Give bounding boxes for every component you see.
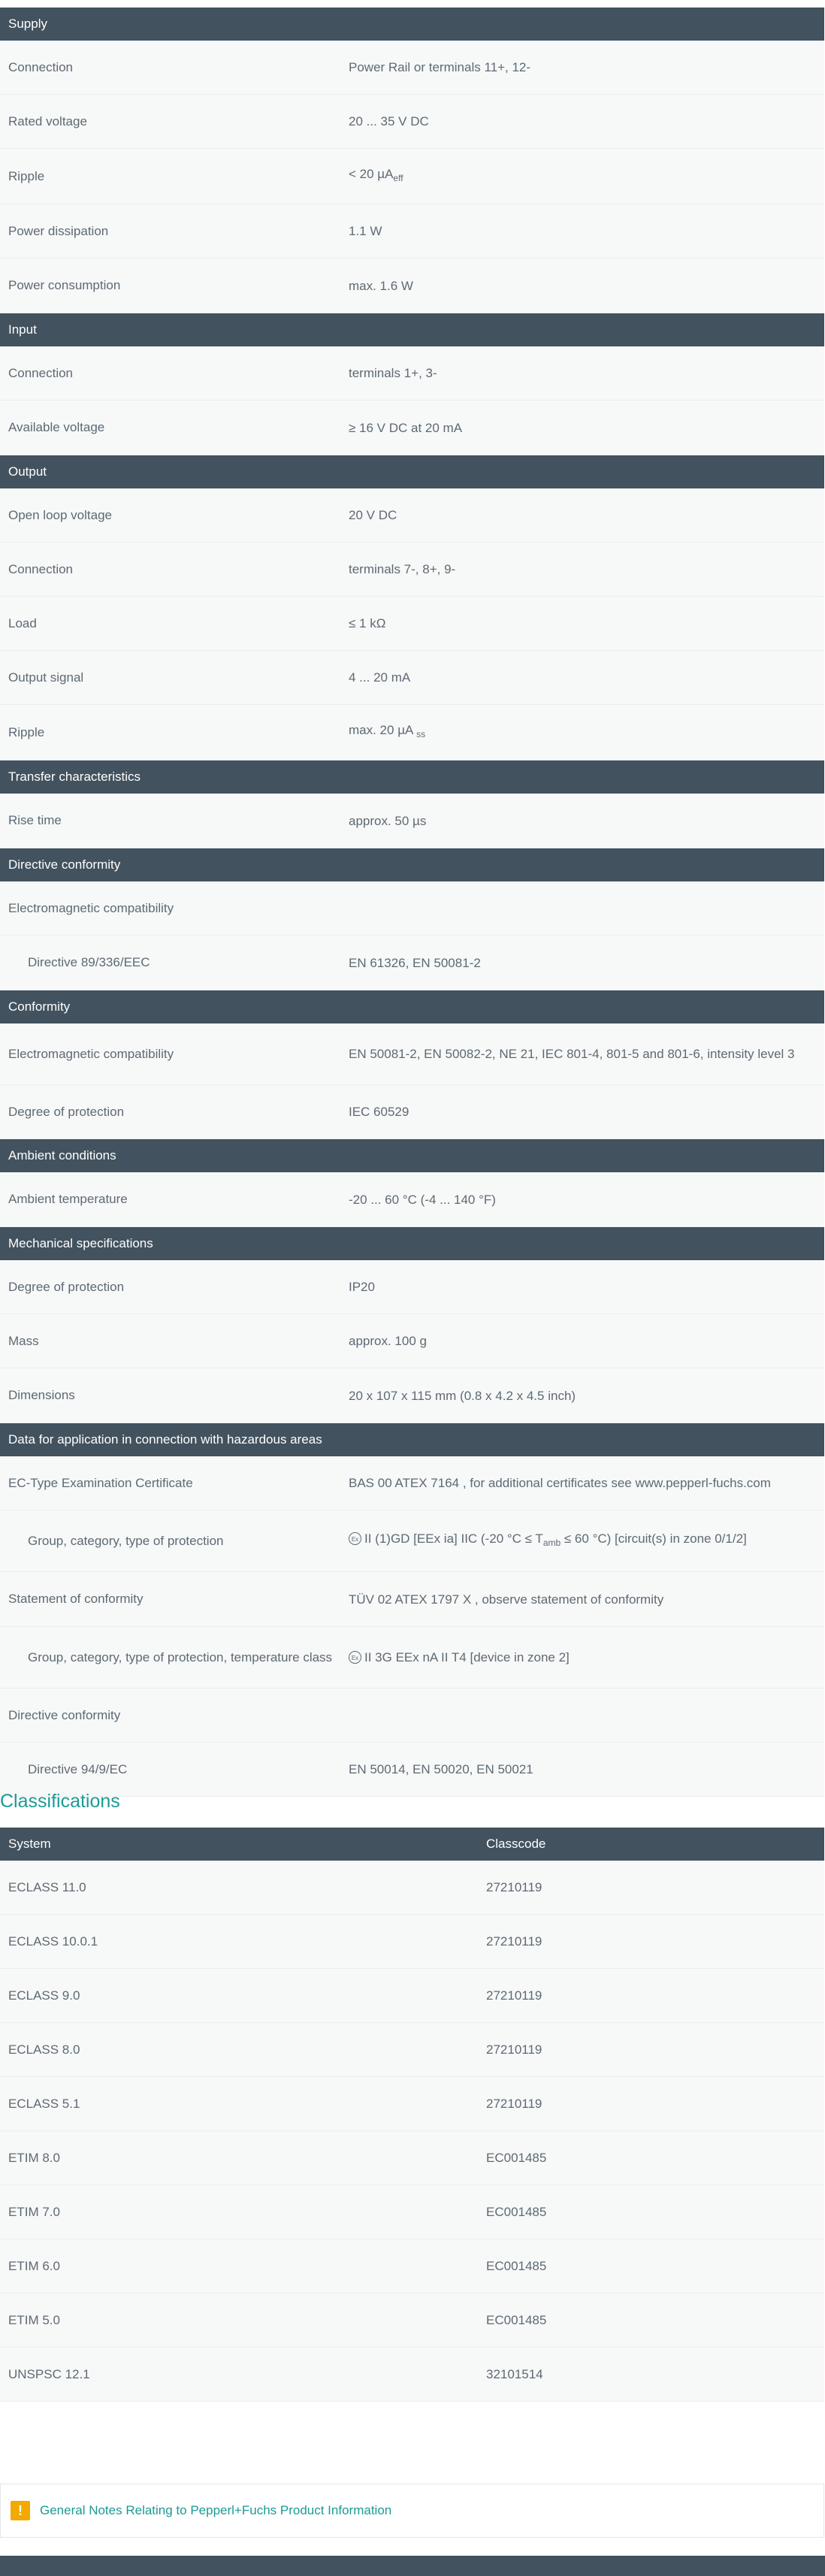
spec-label: Degree of protection: [8, 1104, 125, 1119]
spec-label: Rated voltage: [8, 113, 87, 128]
general-notes-box[interactable]: [0, 2484, 824, 2538]
spec-row: [0, 401, 824, 455]
spec-value: EN 61326, EN 50081-2: [349, 955, 481, 970]
spec-label: Available voltage: [8, 420, 105, 434]
spec-label: Power dissipation: [8, 223, 109, 238]
section-header-hazardous: Data for application in connection with hazardous areas: [0, 1423, 824, 1456]
spec-value: IEC 60529: [349, 1105, 409, 1119]
section-header-input: Input: [0, 313, 824, 346]
spec-label: Connection: [8, 59, 74, 74]
table-row: [0, 1915, 824, 1969]
spec-row: [0, 1023, 824, 1085]
system-cell: ETIM 5.0: [8, 2312, 60, 2327]
section-header-supply: Supply: [0, 8, 824, 41]
classifications-title: Classifications: [0, 1791, 120, 1812]
spec-value: terminals 1+, 3-: [349, 366, 437, 380]
spec-row: [0, 1689, 824, 1743]
spec-label: Mass: [8, 1333, 39, 1348]
spec-label: Group, category, type of protection, temperature class: [28, 1649, 333, 1664]
spec-value: 20 ... 35 V DC: [349, 114, 429, 128]
general-notes-link[interactable]: General Notes Relating to Pepperl+Fuchs Product Information: [40, 2503, 392, 2517]
spec-value: max. 20 µA $_{ss}$: [349, 723, 426, 739]
table-row: [0, 2185, 824, 2239]
spec-label: Directive conformity: [8, 1707, 121, 1722]
table-row: [0, 2293, 824, 2348]
spec-label: Degree of protection: [8, 1279, 125, 1294]
classcode-cell: EC001485: [486, 2151, 547, 2165]
table-row: [0, 2023, 824, 2077]
spec-row: [0, 259, 824, 313]
spec-value: approx. 100 g: [349, 1334, 427, 1348]
spec-label: Group, category, type of protection: [28, 1533, 224, 1548]
column-header-classcode: Classcode: [486, 1837, 546, 1851]
spec-label: Dimensions: [8, 1388, 75, 1402]
section-header-transfer: Transfer characteristics: [0, 760, 824, 794]
footer-bar: [0, 2556, 825, 2576]
spec-row: [0, 597, 824, 651]
spec-row: [0, 1510, 824, 1572]
spec-value: 20 x 107 x 115 mm (0.8 x 4.2 x 4.5 inch): [349, 1388, 576, 1403]
section-header-output: Output: [0, 455, 824, 488]
spec-value: 20 V DC: [349, 508, 397, 522]
spec-label: Directive 94/9/EC: [28, 1761, 128, 1776]
classifications-table: [0, 1828, 824, 2402]
spec-value: Ex II 3G EEx nA II T4 [device in zone 2]: [349, 1649, 824, 1665]
section-header-directive: Directive conformity: [0, 848, 824, 881]
spec-row: [0, 1314, 824, 1368]
table-row: [0, 2239, 824, 2293]
spec-value: 4 ... 20 mA: [349, 670, 411, 685]
classcode-cell: EC001485: [486, 2205, 547, 2219]
table-row: [0, 2077, 824, 2131]
spec-value: IP20: [349, 1280, 375, 1294]
table-row: [0, 2348, 824, 2402]
spec-row: [0, 1368, 824, 1423]
spec-value: 1.1 W: [349, 224, 382, 238]
spec-value: BAS 00 ATEX 7164 , for additional certificates see www.pepperl-fuchs.com: [349, 1476, 771, 1490]
spec-row: [0, 651, 824, 705]
spec-value: -20 ... 60 °C (-4 ... 140 °F): [349, 1192, 496, 1207]
spec-row: [0, 794, 824, 848]
spec-value: ≥ 16 V DC at 20 mA: [349, 420, 463, 435]
spec-row: [0, 1172, 824, 1227]
classcode-cell: EC001485: [486, 2313, 547, 2327]
spec-row: [0, 881, 824, 936]
table-row: [0, 1969, 824, 2023]
section-header-mechanical: Mechanical specifications: [0, 1227, 824, 1260]
spec-row: [0, 1743, 824, 1797]
classcode-cell: 27210119: [486, 1988, 542, 2003]
spec-value: ≤ 1 kΩ: [349, 616, 386, 630]
spec-row: [0, 346, 824, 401]
ex-marking-icon: Ex: [349, 1532, 361, 1545]
table-row: [0, 2131, 824, 2185]
system-cell: ECLASS 9.0: [8, 1988, 80, 2003]
spec-row: [0, 204, 824, 259]
system-cell: ECLASS 10.0.1: [8, 1934, 98, 1949]
spec-value: < 20 µA$_{eff}$: [349, 167, 403, 183]
warning-icon: !: [11, 2501, 30, 2520]
column-header-system: System: [8, 1837, 51, 1851]
classifications-header: [0, 1828, 824, 1861]
spec-label: Ambient temperature: [8, 1192, 128, 1206]
system-cell: ECLASS 8.0: [8, 2042, 80, 2057]
spec-row: [0, 705, 824, 760]
spec-row: [0, 1456, 824, 1510]
spec-value: EN 50014, EN 50020, EN 50021: [349, 1762, 533, 1776]
specifications-table: [0, 8, 824, 1797]
spec-value: terminals 7-, 8+, 9-: [349, 562, 456, 576]
classcode-cell: 27210119: [486, 1880, 542, 1894]
classcode-cell: EC001485: [486, 2259, 547, 2273]
spec-label: Ripple: [8, 724, 45, 739]
spec-row: [0, 1627, 824, 1689]
system-cell: ECLASS 11.0: [8, 1879, 86, 1894]
spec-value: Ex II (1)GD [EEx ia] IIC (-20 $^\circ C \le T_{amb} \le 60$ °C) [circuit(s) in zone 0/1/2]: [349, 1531, 824, 1551]
spec-label: Connection: [8, 561, 74, 576]
table-row: [0, 1861, 824, 1915]
spec-label: Load: [8, 615, 37, 630]
system-cell: ECLASS 5.1: [8, 2096, 80, 2111]
spec-row: [0, 1260, 824, 1314]
spec-value: Power Rail or terminals 11+, 12-: [349, 60, 531, 74]
spec-label: Directive 89/336/EEC: [28, 955, 150, 969]
spec-row: [0, 488, 824, 543]
spec-row: [0, 1572, 824, 1627]
spec-row: [0, 41, 824, 95]
spec-label: Electromagnetic compatibility: [8, 900, 174, 915]
spec-row: [0, 936, 824, 990]
spec-value: TÜV 02 ATEX 1797 X , observe statement of conformity: [349, 1592, 664, 1607]
spec-label: Rise time: [8, 813, 62, 827]
spec-value: EN 50081-2, EN 50082-2, NE 21, IEC 801-4, 801-5 and 801-6, intensity level 3: [349, 1047, 795, 1061]
spec-row: [0, 543, 824, 597]
spec-label: Connection: [8, 365, 74, 380]
classcode-cell: 27210119: [486, 1934, 542, 1949]
spec-label: Statement of conformity: [8, 1592, 144, 1606]
spec-label: EC-Type Examination Certificate: [8, 1475, 193, 1490]
classcode-cell: 27210119: [486, 2097, 542, 2111]
section-header-conformity: Conformity: [0, 990, 824, 1023]
system-cell: ETIM 7.0: [8, 2204, 60, 2219]
classcode-cell: 32101514: [486, 2367, 543, 2381]
spec-value: max. 1.6 W: [349, 278, 413, 293]
system-cell: ETIM 6.0: [8, 2258, 60, 2273]
system-cell: ETIM 8.0: [8, 2150, 60, 2165]
spec-row: [0, 95, 824, 149]
system-cell: UNSPSC 12.1: [8, 2366, 90, 2381]
classcode-cell: 27210119: [486, 2042, 542, 2057]
spec-label: Output signal: [8, 670, 84, 685]
spec-row: [0, 149, 824, 204]
spec-label: Open loop voltage: [8, 507, 112, 522]
spec-row: [0, 1085, 824, 1139]
ex-marking-icon: Ex: [349, 1651, 361, 1664]
spec-label: Power consumption: [8, 278, 121, 292]
section-header-ambient: Ambient conditions: [0, 1139, 824, 1172]
spec-label: Ripple: [8, 168, 45, 183]
spec-label: Electromagnetic compatibility: [8, 1046, 174, 1061]
spec-value: approx. 50 µs: [349, 813, 427, 828]
